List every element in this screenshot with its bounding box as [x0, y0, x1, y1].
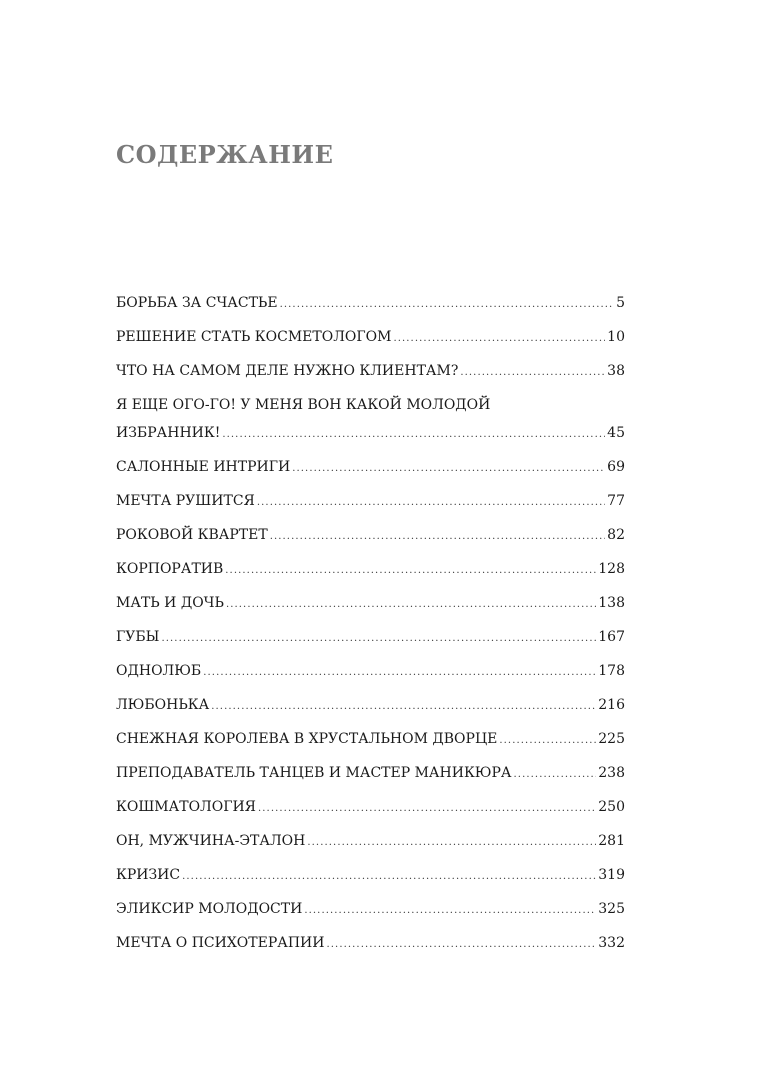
toc-dot-leader	[182, 860, 596, 893]
table-of-contents	[116, 287, 625, 961]
toc-entry[interactable]	[116, 287, 625, 321]
toc-entry[interactable]	[116, 519, 625, 553]
toc-dot-leader	[304, 894, 596, 927]
toc-entry-page: 225	[598, 731, 625, 747]
toc-entry[interactable]	[116, 389, 625, 451]
toc-dot-leader	[226, 588, 596, 621]
toc-entry-page: 332	[598, 935, 625, 951]
toc-entry-page: 10	[607, 329, 625, 345]
toc-dot-leader	[161, 622, 596, 655]
toc-entry-title: ЭЛИКСИР МОЛОДОСТИ	[116, 901, 303, 917]
toc-entry[interactable]	[116, 451, 625, 485]
toc-entry-page: 5	[616, 295, 625, 311]
toc-entry-page: 319	[598, 867, 625, 883]
toc-entry-title: КРИЗИС	[116, 867, 181, 883]
toc-entry-title: РЕШЕНИЕ СТАТЬ КОСМЕТОЛОГОМ	[116, 329, 392, 345]
toc-dot-leader	[225, 554, 596, 587]
toc-entry-title: КОШМАТОЛОГИЯ	[116, 799, 256, 815]
toc-entry[interactable]	[116, 587, 625, 621]
toc-entry-page: 138	[598, 595, 625, 611]
toc-dot-leader	[307, 826, 596, 859]
toc-entry[interactable]	[116, 355, 625, 389]
toc-entry-title: КОРПОРАТИВ	[116, 561, 224, 577]
toc-entry-page: 45	[607, 425, 625, 441]
toc-entry-title: МЕЧТА О ПСИХОТЕРАПИИ	[116, 935, 325, 951]
toc-dot-leader	[257, 486, 605, 519]
toc-entry[interactable]	[116, 485, 625, 519]
toc-dot-leader	[203, 656, 596, 689]
toc-dot-leader	[280, 288, 615, 321]
toc-entry[interactable]	[116, 553, 625, 587]
toc-entry-title: РОКОВОЙ КВАРТЕТ	[116, 527, 268, 543]
toc-dot-leader	[222, 418, 605, 451]
toc-entry-page: 178	[598, 663, 625, 679]
toc-entry-page: 128	[598, 561, 625, 577]
toc-entry-page: 38	[607, 363, 625, 379]
toc-entry-page: 325	[598, 901, 625, 917]
toc-entry[interactable]	[116, 859, 625, 893]
toc-entry[interactable]	[116, 791, 625, 825]
toc-entry[interactable]	[116, 321, 625, 355]
toc-entry-title: СНЕЖНАЯ КОРОЛЕВА В ХРУСТАЛЬНОМ ДВОРЦЕ	[116, 731, 498, 747]
toc-entry[interactable]	[116, 621, 625, 655]
toc-entry-title: МАТЬ И ДОЧЬ	[116, 595, 224, 611]
toc-dot-leader	[270, 520, 605, 553]
toc-entry-title: БОРЬБА ЗА СЧАСТЬЕ	[116, 295, 278, 311]
toc-entry[interactable]	[116, 723, 625, 757]
toc-entry-page: 167	[598, 629, 625, 645]
toc-entry[interactable]	[116, 757, 625, 791]
toc-entry[interactable]	[116, 927, 625, 961]
toc-dot-leader	[292, 452, 605, 485]
toc-dot-leader	[460, 356, 605, 389]
toc-entry-page: 82	[607, 527, 625, 543]
toc-entry-title: ОН, МУЖЧИНА-ЭТАЛОН	[116, 833, 306, 849]
toc-entry-title: ГУБЫ	[116, 629, 160, 645]
toc-entry-title-line2: ИЗБРАННИК!	[116, 425, 221, 441]
toc-entry[interactable]	[116, 825, 625, 859]
toc-entry-page: 250	[598, 799, 625, 815]
toc-entry-title: ЧТО НА САМОМ ДЕЛЕ НУЖНО КЛИЕНТАМ?	[116, 363, 459, 379]
toc-dot-leader	[211, 690, 596, 723]
toc-entry[interactable]	[116, 655, 625, 689]
toc-entry-page: 77	[607, 493, 625, 509]
toc-dot-leader	[393, 322, 605, 355]
toc-entry-page: 216	[598, 697, 625, 713]
toc-dot-leader	[514, 758, 597, 791]
toc-entry-title: САЛОННЫЕ ИНТРИГИ	[116, 459, 291, 475]
toc-entry-page: 69	[607, 459, 625, 475]
toc-entry[interactable]	[116, 893, 625, 927]
toc-dot-leader	[258, 792, 596, 825]
toc-entry-title: ЛЮБОНЬКА	[116, 697, 210, 713]
toc-entry[interactable]	[116, 689, 625, 723]
toc-entry-page: 281	[598, 833, 625, 849]
toc-dot-leader	[326, 928, 596, 961]
toc-dot-leader	[499, 724, 596, 757]
toc-entry-title: ОДНОЛЮБ	[116, 663, 202, 679]
toc-entry-title-line1: Я ЕЩЕ ОГО-ГО! У МЕНЯ ВОН КАКОЙ МОЛОДОЙ	[116, 397, 491, 413]
page-title: СОДЕРЖАНИЕ	[116, 140, 334, 169]
toc-entry-page: 238	[598, 765, 625, 781]
toc-entry-title: ПРЕПОДАВАТЕЛЬ ТАНЦЕВ И МАСТЕР МАНИКЮРА	[116, 765, 512, 781]
toc-entry-title: МЕЧТА РУШИТСЯ	[116, 493, 255, 509]
